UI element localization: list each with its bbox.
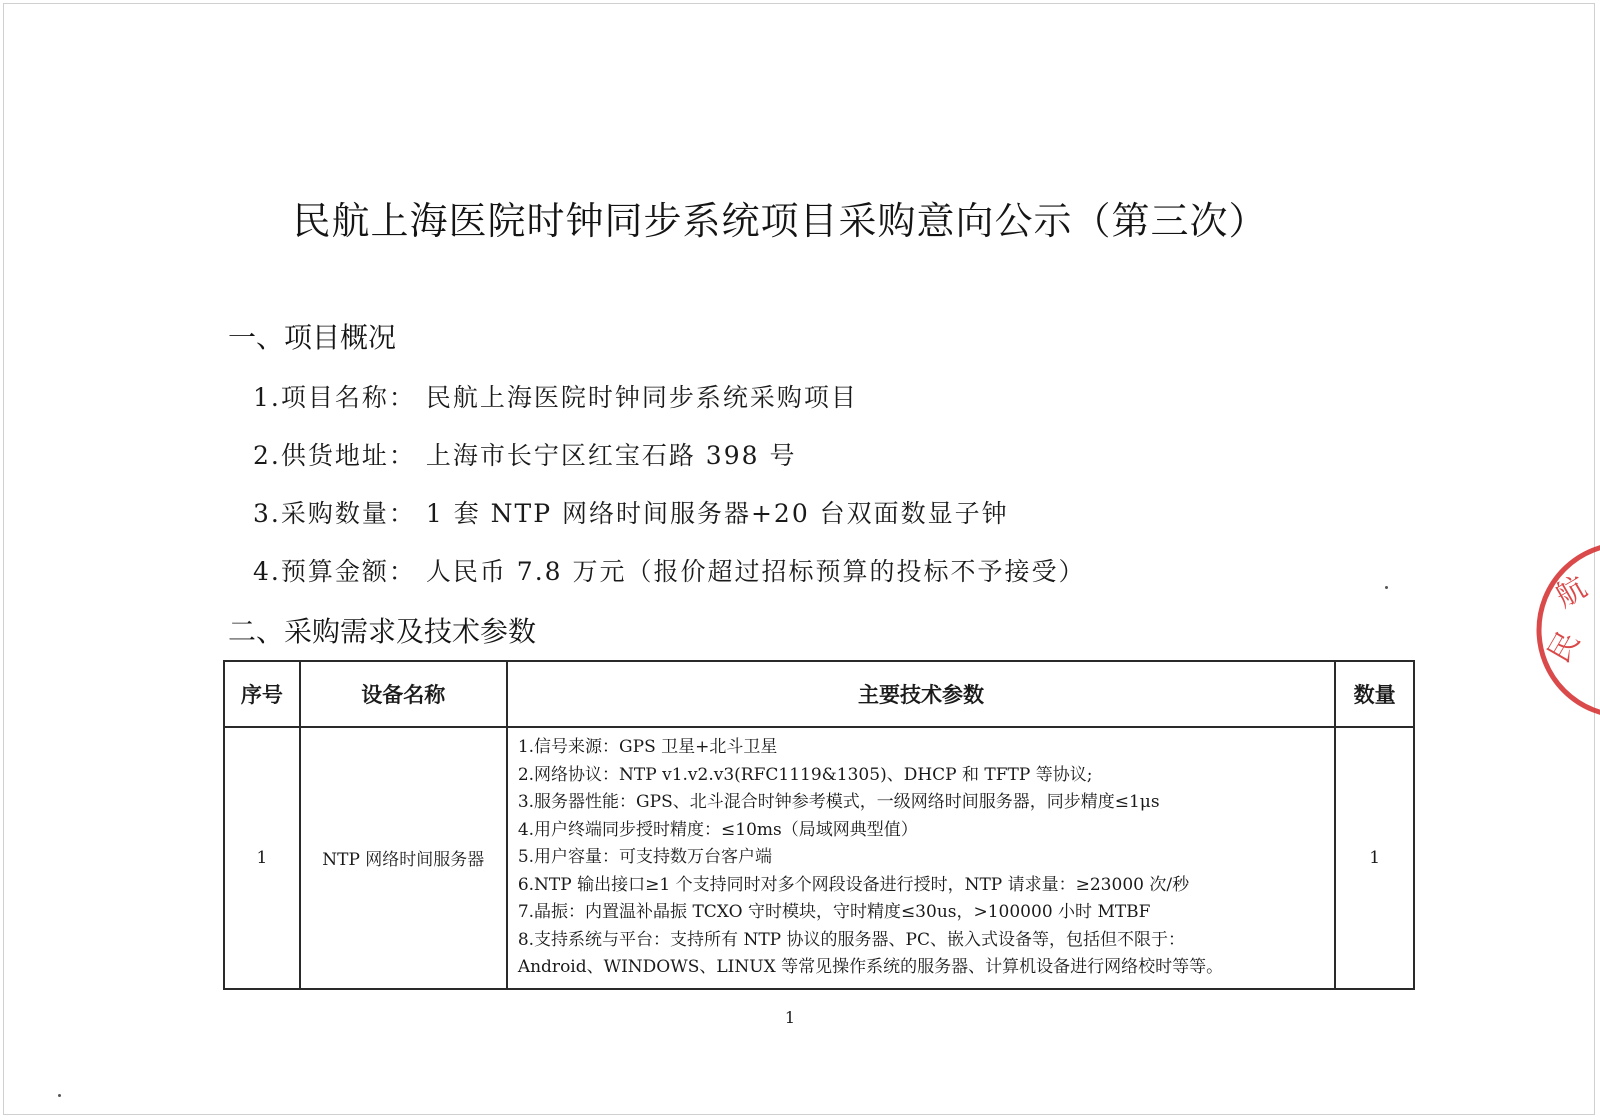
- cell-device-name: NTP 网络时间服务器: [300, 727, 507, 989]
- overview-item-value: 民航上海医院时钟同步系统采购项目: [425, 383, 858, 412]
- column-header-quantity: 数量: [1335, 661, 1414, 727]
- overview-item-quantity: [253, 494, 1009, 530]
- requirements-table: [223, 660, 1415, 990]
- table-row: [224, 727, 1414, 989]
- spec-line: 2.网络协议：NTP v1.v2.v3(RFC1119&1305)、DHCP 和 TFTP 等协议;: [517, 764, 1093, 785]
- column-header-index: 序号: [224, 661, 300, 727]
- overview-item-delivery-address: [253, 436, 796, 472]
- red-seal-stamp: [1535, 540, 1600, 720]
- document-title: 民航上海医院时钟同步系统项目采购意向公示（第三次）: [292, 199, 1268, 243]
- column-header-device-name: 设备名称: [300, 661, 507, 727]
- overview-item-label: 1.项目名称：: [253, 383, 416, 412]
- cell-quantity: 1: [1335, 727, 1414, 989]
- overview-item-label: 2.供货地址：: [253, 441, 416, 470]
- page-number: 1: [784, 1008, 796, 1027]
- spec-line: Android、WINDOWS、LINUX 等常见操作系统的服务器、计算机设备进行网络校时等等。: [517, 957, 1224, 977]
- overview-item-project-name: [253, 378, 858, 414]
- spec-line: 3.服务器性能：GPS、北斗混合时钟参考模式，一级网络时间服务器，同步精度≤1μs: [517, 792, 1160, 812]
- spec-line: 8.支持系统与平台：支持所有 NTP 协议的服务器、PC、嵌入式设备等，包括但不限于：: [517, 929, 1185, 950]
- section-heading-requirements: 二、采购需求及技术参数: [228, 615, 537, 648]
- overview-item-value: 1 套 NTP 网络时间服务器+20 台双面数显子钟: [425, 499, 1009, 528]
- svg-text:民: 民: [1541, 625, 1587, 669]
- svg-text:航: 航: [1549, 569, 1593, 615]
- spec-line: 4.用户终端同步授时精度：≤10ms（局域网典型值）: [517, 819, 918, 840]
- spec-line: 6.NTP 输出接口≥1 个支持同时对多个网段设备进行授时，NTP 请求量：≥23000 次/秒: [517, 874, 1190, 895]
- overview-item-value: 人民币 7.8 万元（报价超过招标预算的投标不予接受）: [425, 557, 1086, 586]
- overview-item-budget: [253, 552, 1086, 588]
- spec-line: 5.用户容量：可支持数万台客户端: [517, 847, 773, 867]
- overview-item-value: 上海市长宁区红宝石路 398 号: [425, 441, 797, 470]
- cell-index: 1: [224, 727, 300, 989]
- overview-item-label: 3.采购数量：: [253, 499, 416, 528]
- spec-line: 1.信号来源：GPS 卫星+北斗卫星: [517, 737, 778, 757]
- overview-item-label: 4.预算金额：: [253, 557, 416, 586]
- column-header-specs: 主要技术参数: [507, 661, 1335, 727]
- scan-speck: [58, 1094, 61, 1097]
- spec-line: 7.晶振：内置温补晶振 TCXO 守时模块，守时精度≤30us，>100000 小时 MTBF: [517, 902, 1151, 922]
- table-header-row: [224, 661, 1414, 727]
- section-heading-overview: 一、项目概况: [228, 321, 397, 354]
- cell-specs: [507, 727, 1335, 989]
- scan-speck: [1385, 586, 1388, 589]
